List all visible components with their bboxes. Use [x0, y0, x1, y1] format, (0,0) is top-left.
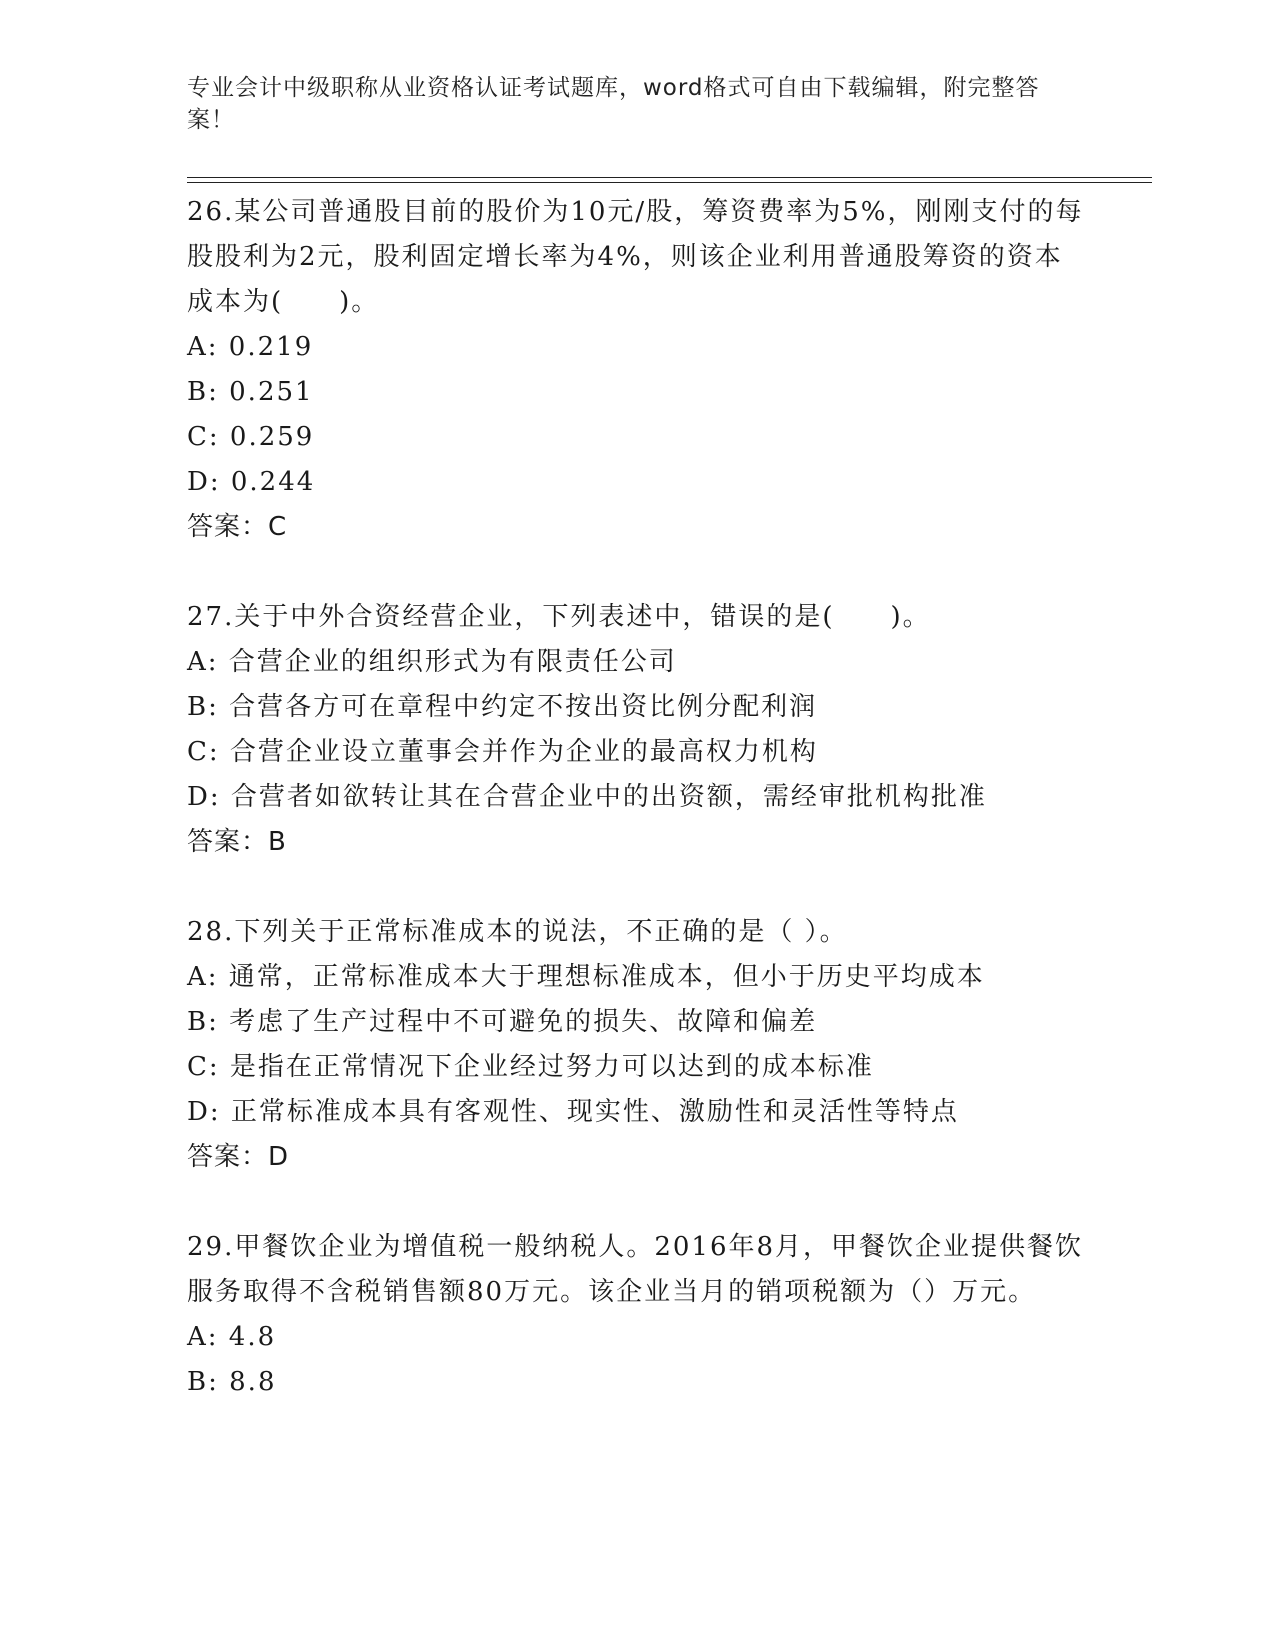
option-d: D: 0.244 — [187, 467, 316, 497]
question-26 — [187, 190, 1087, 550]
option-c: C: 是指在正常情况下企业经过努力可以达到的成本标准 — [187, 1052, 874, 1082]
header-divider-bottom — [187, 182, 1152, 183]
option-a: A: 0.219 — [187, 332, 314, 362]
question-stem: 28.下列关于正常标准成本的说法，不正确的是（ ）。 — [187, 917, 848, 947]
question-list — [187, 190, 1087, 1405]
question-27 — [187, 595, 1087, 865]
page-header: 专业会计中级职称从业资格认证考试题库，word格式可自由下载编辑，附完整答案！ — [187, 75, 1040, 133]
answer-line: 答案：D — [187, 1142, 290, 1172]
option-a: A: 合营企业的组织形式为有限责任公司 — [187, 647, 677, 677]
option-d: D: 正常标准成本具有客观性、现实性、激励性和灵活性等特点 — [187, 1097, 959, 1127]
option-a: A: 4.8 — [187, 1322, 277, 1352]
question-stem: 27.关于中外合资经营企业，下列表述中，错误的是( )。 — [187, 602, 931, 632]
option-b: B: 0.251 — [187, 377, 314, 407]
question-29 — [187, 1225, 1087, 1405]
option-d: D: 合营者如欲转让其在合营企业中的出资额，需经审批机构批准 — [187, 782, 987, 812]
option-c: C: 合营企业设立董事会并作为企业的最高权力机构 — [187, 737, 818, 767]
option-b: B: 合营各方可在章程中约定不按出资比例分配利润 — [187, 692, 818, 722]
question-stem: 26.某公司普通股目前的股价为10元/股，筹资费率为5%，刚刚支付的每股股利为2元，股利固定增长率为4%，则该企业利用普通股筹资的资本成本为( )。 — [187, 197, 1084, 317]
answer-line: 答案：C — [187, 512, 288, 542]
header-divider-top — [187, 177, 1152, 178]
option-b: B: 考虑了生产过程中不可避免的损失、故障和偏差 — [187, 1007, 818, 1037]
answer-line: 答案：B — [187, 827, 287, 857]
option-c: C: 0.259 — [187, 422, 315, 452]
question-stem: 29.甲餐饮企业为增值税一般纳税人。2016年8月，甲餐饮企业提供餐饮服务取得不含税销售额80万元。该企业当月的销项税额为（）万元。 — [187, 1232, 1084, 1307]
option-a: A: 通常，正常标准成本大于理想标准成本，但小于历史平均成本 — [187, 962, 985, 992]
question-28 — [187, 910, 1087, 1180]
option-b: B: 8.8 — [187, 1367, 277, 1397]
